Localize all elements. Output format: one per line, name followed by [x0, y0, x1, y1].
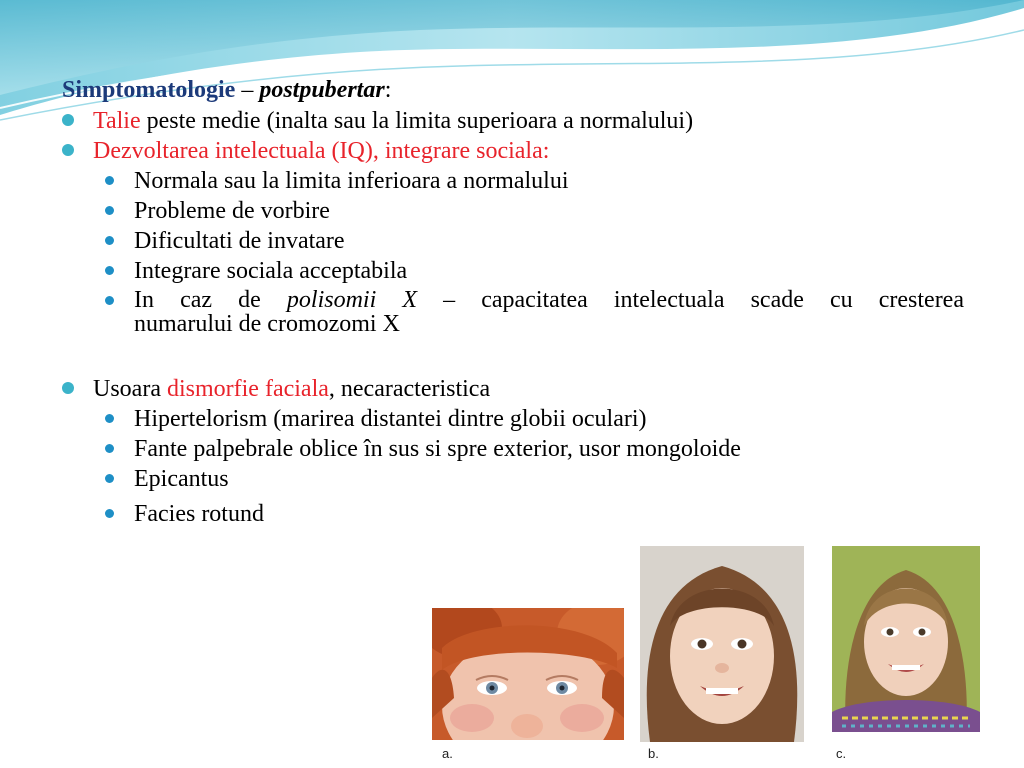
sub-bullet-text: Integrare sociala acceptabila — [134, 258, 408, 284]
dezvoltare-text: Dezvoltarea intelectuala (IQ), integrare sociala: — [93, 138, 550, 164]
polisomii-post: – capacitatea intelectuala scade cu cresterea — [417, 287, 964, 313]
bullet-dismorfie — [62, 376, 964, 402]
bullet-dot-icon — [105, 296, 114, 305]
bullet-list — [62, 108, 964, 336]
heading-colon: : — [384, 77, 392, 103]
bullet-dot-icon — [105, 474, 114, 483]
dismorfie-pre: Usoara — [93, 376, 167, 402]
bullet-dot-icon — [62, 114, 74, 126]
bullet-dot-icon — [105, 266, 114, 275]
sub-bullet-polisomii — [103, 288, 964, 336]
sub-bullet — [103, 466, 964, 492]
sub-bullet — [103, 228, 964, 254]
heading-dash: – — [235, 77, 260, 103]
bullet-list-dismorfie — [62, 376, 964, 527]
photo-c-woman-face — [832, 546, 980, 732]
sub-bullet-text: Dificultati de invatare — [134, 228, 345, 254]
polisomii-tail: numarului de cromozomi X — [134, 311, 400, 337]
caption-c: c. — [836, 746, 847, 761]
bullet-dot-icon — [105, 236, 114, 245]
dismorfie-keyword: dismorfie faciala — [166, 376, 329, 402]
spacer — [62, 336, 964, 376]
dismorfie-post: , necaracteristica — [328, 376, 491, 402]
polisomii-italic: polisomii X — [286, 287, 418, 313]
facial-photos-figure — [418, 540, 990, 768]
sub-bullet-text: Epicantus — [134, 466, 229, 492]
sub-bullet — [103, 436, 964, 462]
sub-bullet-text: Hipertelorism (marirea distantei dintre globii oculari) — [134, 406, 647, 432]
bullet-dot-icon — [105, 414, 114, 423]
slide-content — [62, 74, 964, 527]
bullet-dot-icon — [105, 176, 114, 185]
bullet-dot-icon — [105, 509, 114, 518]
sub-bullet-text: Probleme de vorbire — [134, 198, 330, 224]
heading-italic: postpubertar — [259, 77, 385, 103]
caption-a: a. — [442, 746, 453, 761]
talie-keyword: Talie — [93, 108, 141, 134]
heading-main: Simptomatologie — [62, 77, 236, 103]
sub-bullet — [103, 168, 964, 194]
sub-bullet — [103, 406, 964, 432]
bullet-dot-icon — [62, 382, 74, 394]
caption-b: b. — [648, 746, 659, 761]
bullet-dot-icon — [62, 144, 74, 156]
slide-heading — [62, 74, 964, 106]
sub-bullet — [103, 501, 964, 527]
bullet-talie — [62, 108, 964, 134]
sub-bullet — [103, 258, 964, 284]
bullet-dot-icon — [105, 206, 114, 215]
polisomii-pre: In caz de — [134, 287, 287, 313]
sub-bullet-text: Fante palpebrale oblice în sus si spre exterior, usor mongoloide — [134, 436, 741, 462]
sub-bullet-text: Normala sau la limita inferioara a normalului — [134, 168, 569, 194]
photo-a-child-face — [432, 608, 624, 740]
sub-bullet-text: Facies rotund — [134, 501, 264, 527]
bullet-dot-icon — [105, 444, 114, 453]
photo-b-girl-face — [640, 546, 804, 742]
bullet-dezvoltare — [62, 138, 964, 164]
talie-text: peste medie (inalta sau la limita superioara a normalului) — [140, 108, 694, 134]
sub-bullet — [103, 198, 964, 224]
